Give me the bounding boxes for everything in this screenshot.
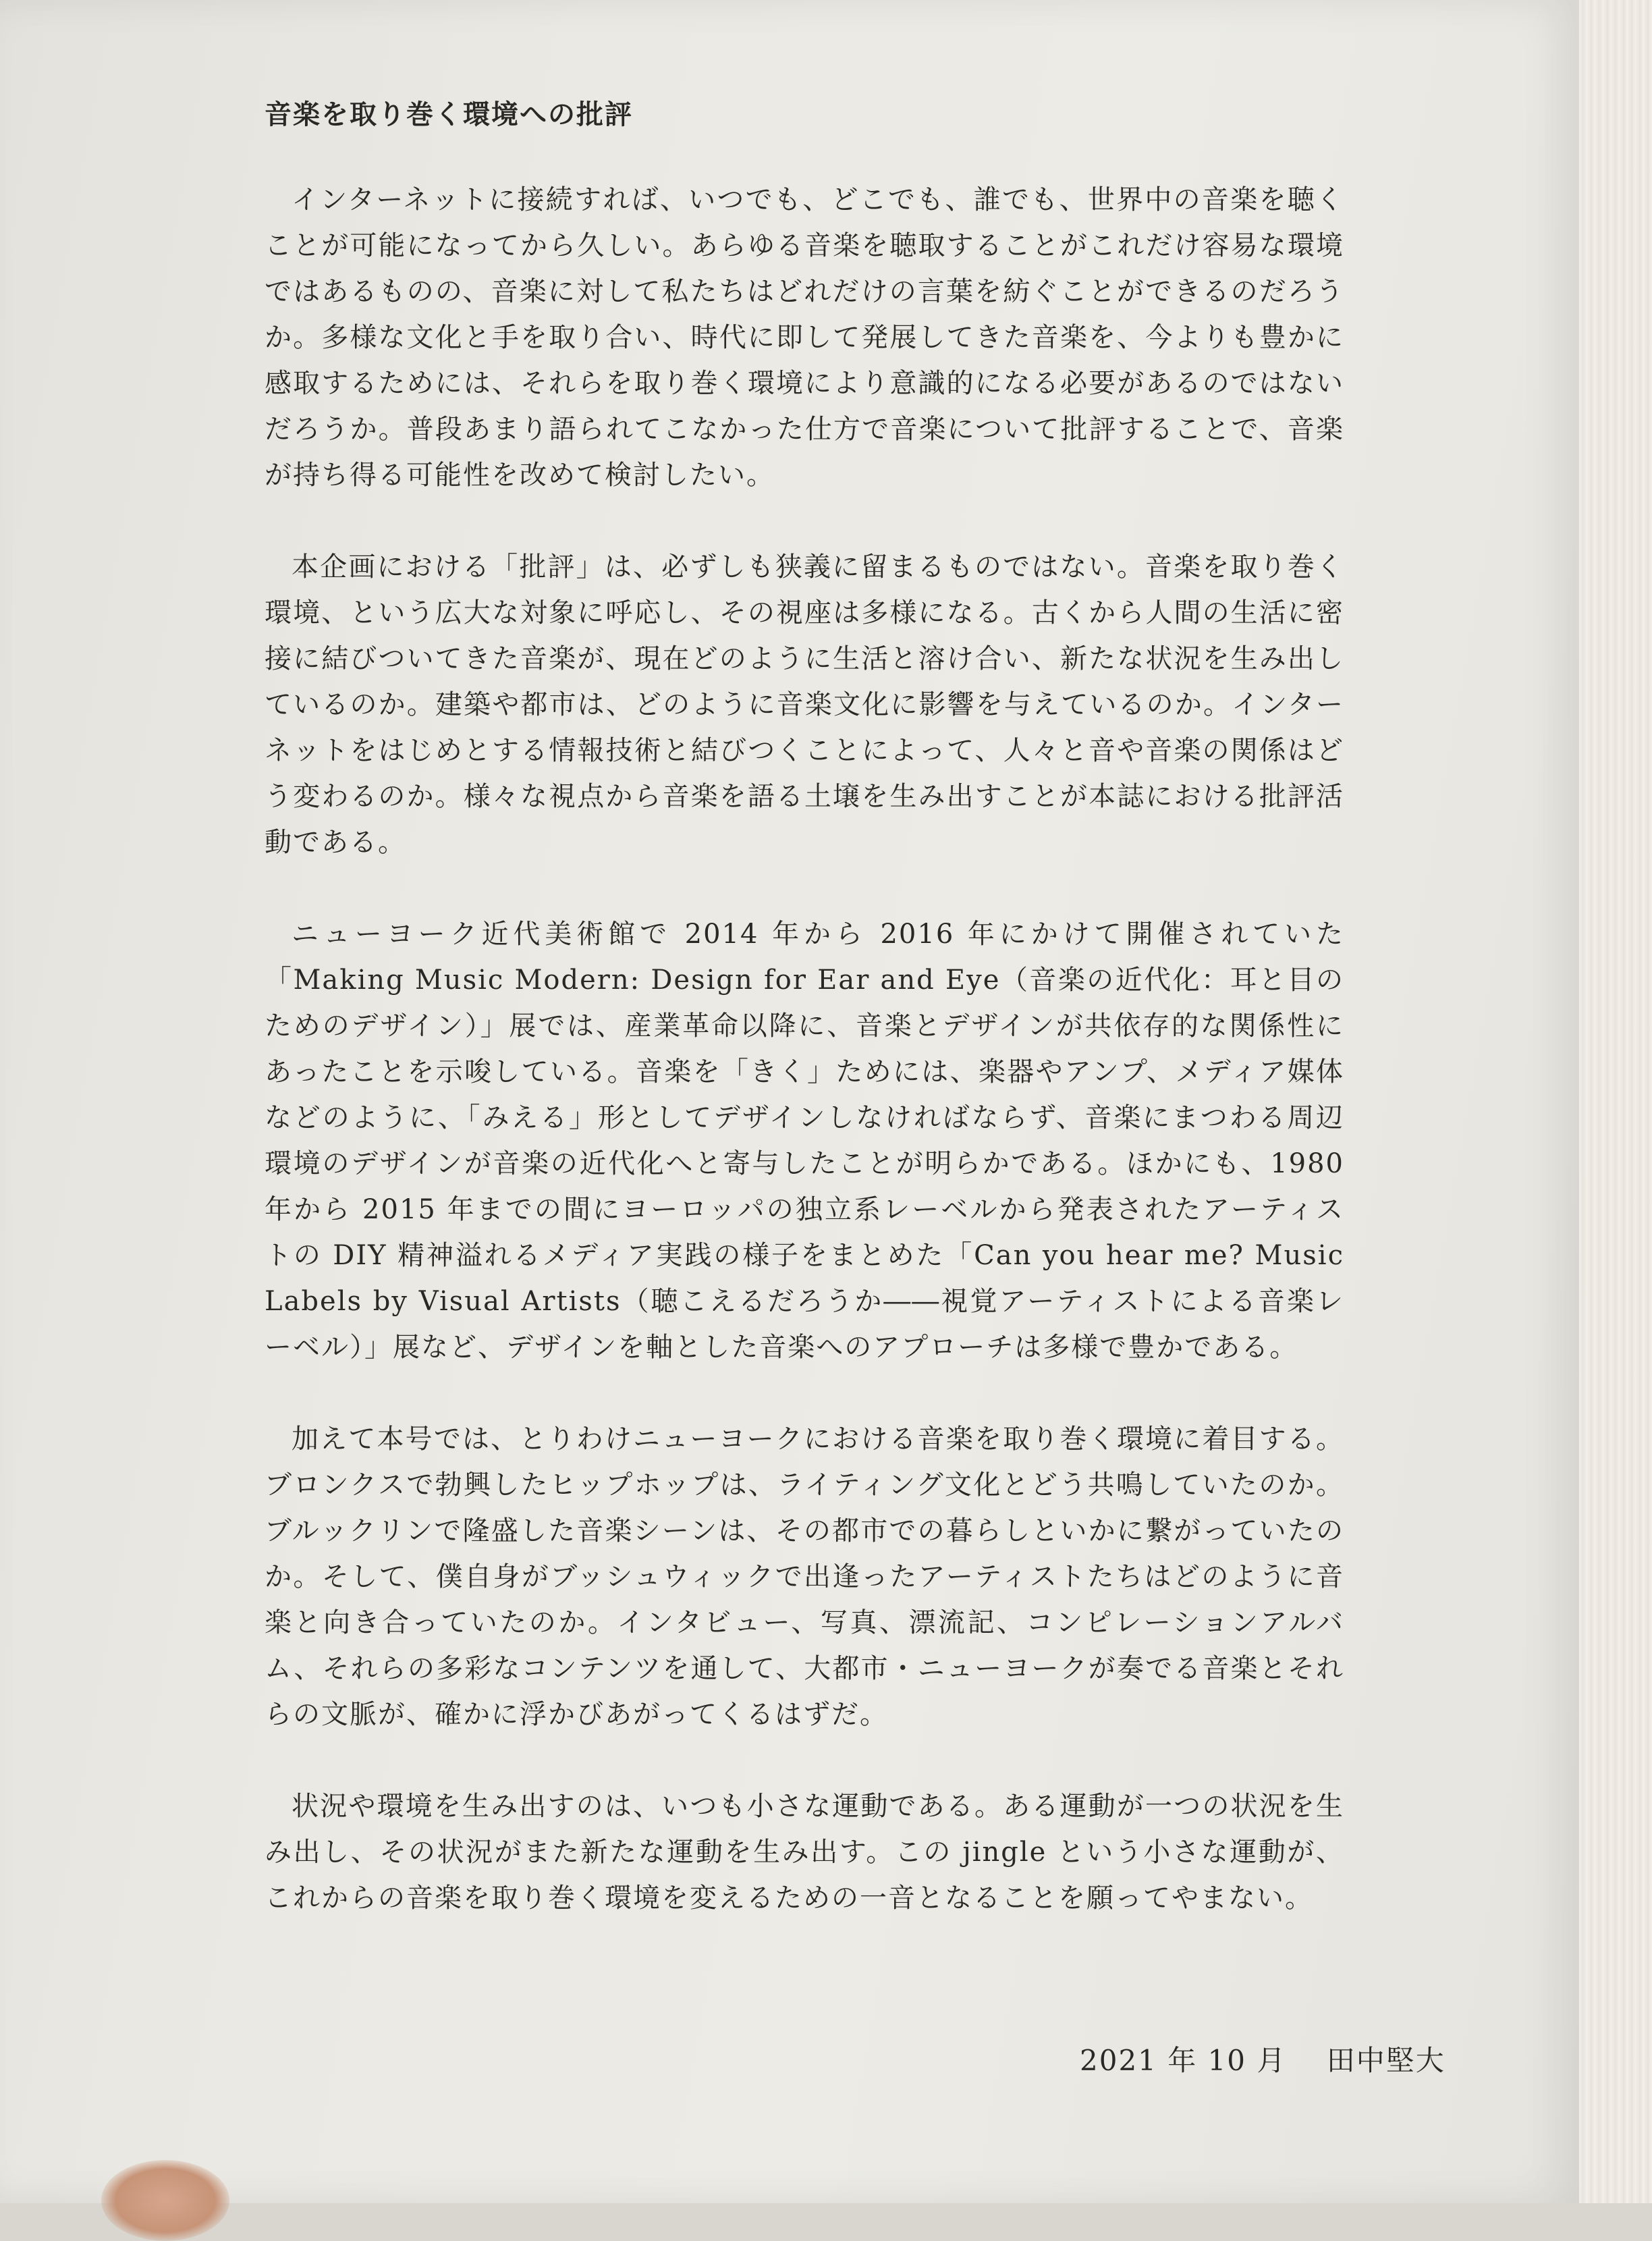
page-stack-edge — [1579, 0, 1652, 2203]
signature — [1080, 2039, 1446, 2079]
paragraph-2: 本企画における「批評」は、必ずしも狭義に留まるものではない。音楽を取り巻く環境、という広大な対象に呼応し、その視座は多様になる。古くから人間の生活に密接に結びついてきた音楽が、現在どのように生活と溶け合い、新たな状況を生み出しているのか。建築や都市は、どのように音楽文化に影響を与えているのか。インターネットをはじめとする情報技術と結びつくことによって、人々と音や音楽の関係はどう変わるのか。様々な視点から音楽を語る土壌を生み出すことが本誌における批評活動である。 — [265, 551, 1344, 858]
paragraph-3: ニューヨーク近代美術館で 2014 年から 2016 年にかけて開催されていた「Making Music Modern: Design for Ear and Eye（音楽の近代化：耳と目のためのデザイン）」展では、産業革命以降に、音楽とデザインが共依存的な関係性にあったことを示唆している。音楽を「きく」ためには、楽器やアンプ、メディア媒体などのように、「みえる」形としてデザインしなければならず、音楽にまつわる周辺環境のデザインが音楽の近代化へと寄与したことが明らかである。ほかにも、1980 年から 2015 年までの間にヨーロッパの独立系レーベルから発表されたアーティストの DIY 精神溢れるメディア実践の様子をまとめた「Can you hear me? Music Labels by Visual Artists（聴こえるだろうか――視覚アーティストによる音楽レーベル）」展など、デザインを軸とした音楽へのアプローチは多様で豊かである。 — [265, 919, 1344, 1363]
paragraph-4: 加えて本号では、とりわけニューヨークにおける音楽を取り巻く環境に着目する。ブロンクスで勃興したヒップホップは、ライティング文化とどう共鳴していたのか。ブルックリンで隆盛した音楽シーンは、その都市での暮らしといかに繋がっていたのか。そして、僕自身がブッシュウィックで出逢ったアーティストたちはどのように音楽と向き合っていたのか。インタビュー、写真、漂流記、コンピレーションアルバム、それらの多彩なコンテンツを通して、大都市・ニューヨークが奏でる音楽とそれらの文脈が、確かに浮かびあがってくるはずだ。 — [265, 1424, 1344, 1730]
article-body — [265, 94, 1344, 1967]
finger-shadow — [101, 2160, 229, 2241]
signature-author: 田中堅大 — [1326, 2044, 1446, 2077]
signature-date: 2021 年 10 月 — [1080, 2044, 1287, 2077]
paragraph-5: 状況や環境を生み出すのは、いつも小さな運動である。ある運動が一つの状況を生み出し、その状況がまた新たな運動を生み出す。この jingle という小さな運動が、これからの音楽を取り巻く環境を変えるための一音となることを願ってやまない。 — [265, 1791, 1344, 1914]
article-title: 音楽を取り巻く環境への批評 — [265, 99, 633, 130]
paragraph-1: インターネットに接続すれば、いつでも、どこでも、誰でも、世界中の音楽を聴くことが可能になってから久しい。あらゆる音楽を聴取することがこれだけ容易な環境ではあるものの、音楽に対して私たちはどれだけの言葉を紡ぐことができるのだろうか。多様な文化と手を取り合い、時代に即して発展してきた音楽を、今よりも豊かに感取するためには、それらを取り巻く環境により意識的になる必要があるのではないだろうか。普段あまり語られてこなかった仕方で音楽について批評することで、音楽が持ち得る可能性を改めて検討したい。 — [265, 184, 1344, 491]
